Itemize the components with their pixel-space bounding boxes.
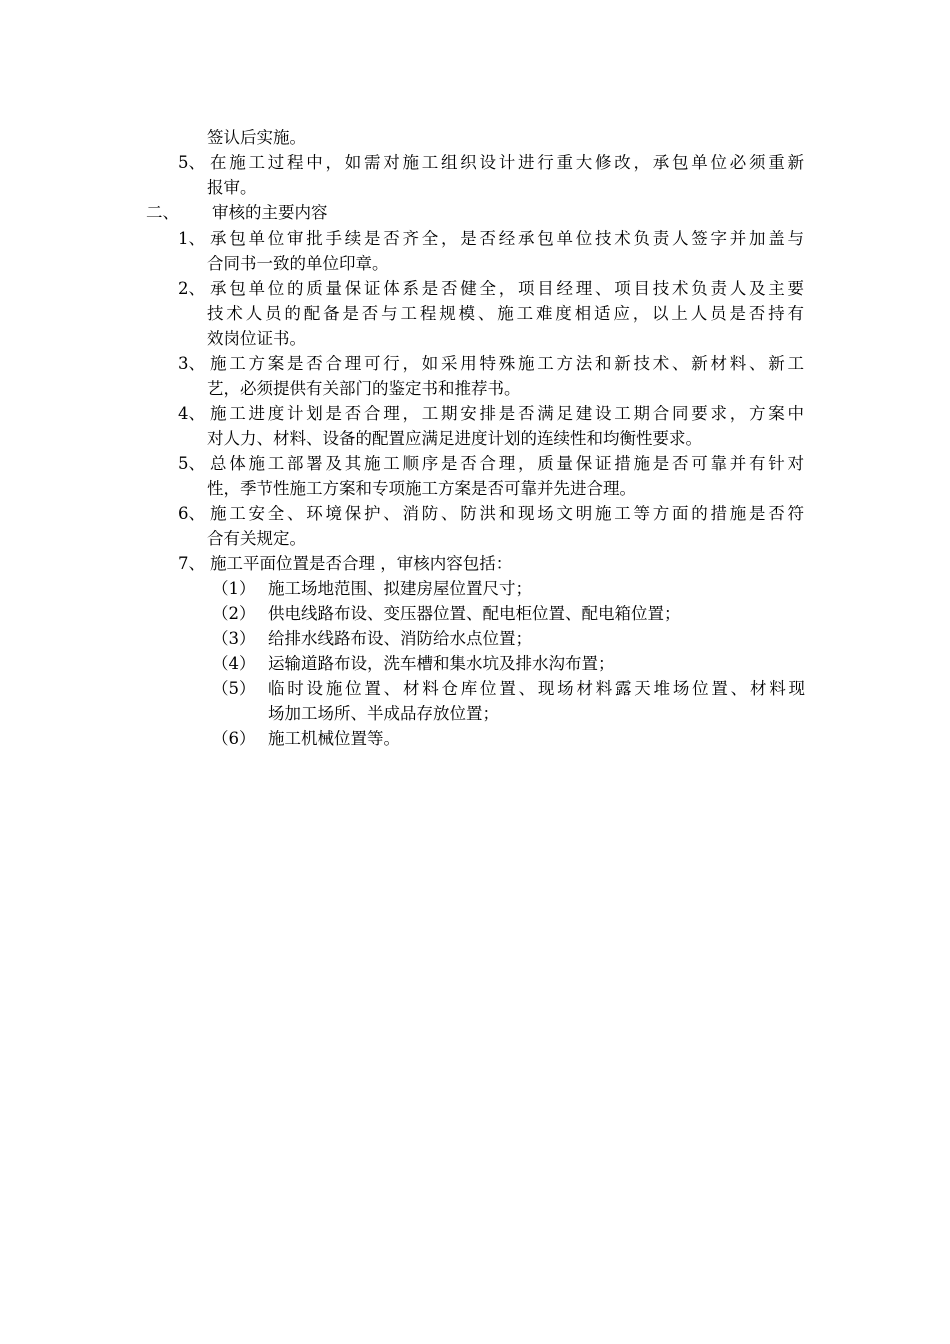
s2-item-6-line-2: 合有关规定。 [207, 529, 306, 548]
s2-item-4-line-2: 对人力、材料、设备的配置应满足进度计划的连续性和均衡性要求。 [207, 429, 702, 448]
item-5-line-2: 报审。 [207, 178, 257, 197]
s2-item-3-line-2: 艺，必须提供有关部门的鉴定书和推荐书。 [207, 379, 521, 398]
s2-item-6-line-1: 施工安全、环境保护、消防、防洪和现场文明施工等方面的措施是否符 [210, 504, 804, 523]
s2-item-5-number: 5、 [178, 454, 205, 473]
intro-continuation: 签认后实施。 [207, 128, 306, 147]
subitem-5-line-2: 场加工场所、半成品存放位置； [268, 704, 499, 723]
s2-item-2-number: 2、 [178, 279, 205, 298]
subitem-5-number: （5） [212, 679, 256, 698]
s2-item-2-line-3: 效岗位证书。 [207, 329, 306, 348]
section-2-heading: 审核的主要内容 [212, 203, 328, 222]
s2-item-1-number: 1、 [178, 229, 205, 248]
s2-item-7-line-1: 施工平面位置是否合理 ，审核内容包括： [210, 554, 513, 573]
s2-item-2-line-1: 承包单位的质量保证体系是否健全，项目经理、项目技术负责人及主要 [210, 279, 804, 298]
s2-item-3-line-1: 施工方案是否合理可行，如采用特殊施工方法和新技术、新材料、新工 [210, 354, 804, 373]
subitem-3-number: （3） [212, 629, 256, 648]
subitem-6-number: （6） [212, 729, 256, 748]
subitem-4-text: 运输道路布设，洗车槽和集水坑及排水沟布置； [268, 654, 615, 673]
s2-item-4-line-1: 施工进度计划是否合理，工期安排是否满足建设工期合同要求，方案中 [210, 404, 804, 423]
subitem-5-line-1: 临时设施位置、材料仓库位置、现场材料露天堆场位置、材料现 [268, 679, 805, 698]
item-5-number: 5、 [178, 153, 205, 172]
subitem-1-text: 施工场地范围、拟建房屋位置尺寸； [268, 579, 532, 598]
s2-item-1-line-1: 承包单位审批手续是否齐全，是否经承包单位技术负责人签字并加盖与 [210, 229, 804, 248]
s2-item-5-line-2: 性，季节性施工方案和专项施工方案是否可靠并先进合理。 [207, 479, 636, 498]
item-5-line-1: 在施工过程中，如需对施工组织设计进行重大修改，承包单位必须重新 [210, 153, 804, 172]
subitem-2-number: （2） [212, 604, 256, 623]
s2-item-3-number: 3、 [178, 354, 205, 373]
subitem-3-text: 给排水线路布设、消防给水点位置； [268, 629, 532, 648]
subitem-6-text: 施工机械位置等。 [268, 729, 400, 748]
subitem-1-number: （1） [212, 579, 256, 598]
s2-item-7-number: 7、 [178, 554, 205, 573]
s2-item-2-line-2: 技术人员的配备是否与工程规模、施工难度相适应，以上人员是否持有 [207, 304, 804, 323]
s2-item-6-number: 6、 [178, 504, 205, 523]
subitem-4-number: （4） [212, 654, 256, 673]
s2-item-1-line-2: 合同书一致的单位印章。 [207, 254, 389, 273]
section-2-number: 二、 [146, 203, 179, 222]
subitem-2-text: 供电线路布设、变压器位置、配电柜位置、配电箱位置； [268, 604, 681, 623]
s2-item-4-number: 4、 [178, 404, 205, 423]
s2-item-5-line-1: 总体施工部署及其施工顺序是否合理，质量保证措施是否可靠并有针对 [210, 454, 804, 473]
